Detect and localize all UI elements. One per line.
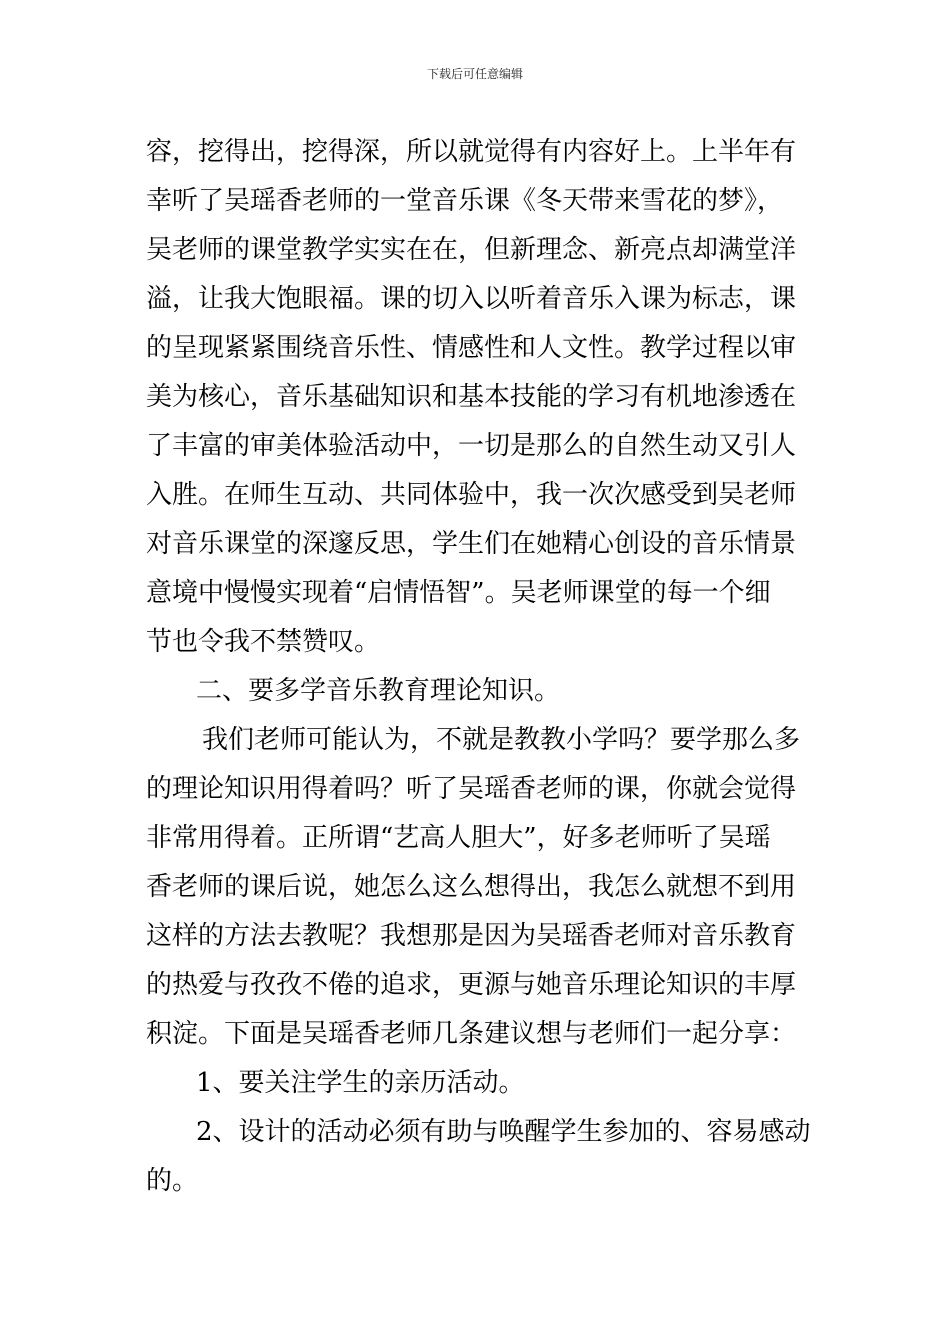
text-line: 非常用得着。正所谓“艺高人胆大”，好多老师听了吴瑶 [146, 823, 771, 853]
text-line: 入胜。在师生互动、共同体验中，我一次次感受到吴老师 [146, 480, 797, 510]
text-line: 容，挖得出，挖得深，所以就觉得有内容好上。上半年有 [146, 137, 797, 167]
list-item: 2、设计的活动必须有助与唤醒学生参加的、容易感动 [196, 1117, 811, 1147]
text-line: 美为核心，音乐基础知识和基本技能的学习有机地渗透在 [146, 382, 797, 412]
page-header-note: 下载后可任意编辑 [426, 67, 523, 81]
text-line: 的理论知识用得着吗？听了吴瑶香老师的课，你就会觉得 [146, 774, 797, 804]
text-line: 的。 [146, 1166, 199, 1196]
text-line: 的呈现紧紧围绕音乐性、情感性和人文性。教学过程以审 [146, 333, 797, 363]
body-text [146, 128, 818, 1206]
text-line: 节也令我不禁赞叹。 [146, 627, 381, 657]
section-heading: 二、要多学音乐教育理论知识。 [196, 676, 561, 706]
text-line: 溢，让我大饱眼福。课的切入以听着音乐入课为标志，课 [146, 284, 797, 314]
list-item: 1、要关注学生的亲历活动。 [196, 1068, 525, 1098]
text-line: 的热爱与孜孜不倦的追求，更源与她音乐理论知识的丰厚 [146, 970, 797, 1000]
text-line: 积淀。下面是吴瑶香老师几条建议想与老师们一起分享： [146, 1019, 797, 1049]
text-line: 吴老师的课堂教学实实在在，但新理念、新亮点却满堂洋 [146, 235, 797, 265]
text-line: 我们老师可能认为，不就是教教小学吗？要学那么多 [202, 725, 801, 755]
text-line: 了丰富的审美体验活动中，一切是那么的自然生动又引人 [146, 431, 797, 461]
text-line: 意境中慢慢实现着“启情悟智”。吴老师课堂的每一个细 [146, 578, 771, 608]
text-line: 这样的方法去教呢？我想那是因为吴瑶香老师对音乐教育 [146, 921, 797, 951]
text-line: 香老师的课后说，她怎么这么想得出，我怎么就想不到用 [146, 872, 797, 902]
text-line: 幸听了吴瑶香老师的一堂音乐课《冬天带来雪花的梦》， [146, 186, 784, 216]
text-line: 对音乐课堂的深邃反思，学生们在她精心创设的音乐情景 [146, 529, 797, 559]
